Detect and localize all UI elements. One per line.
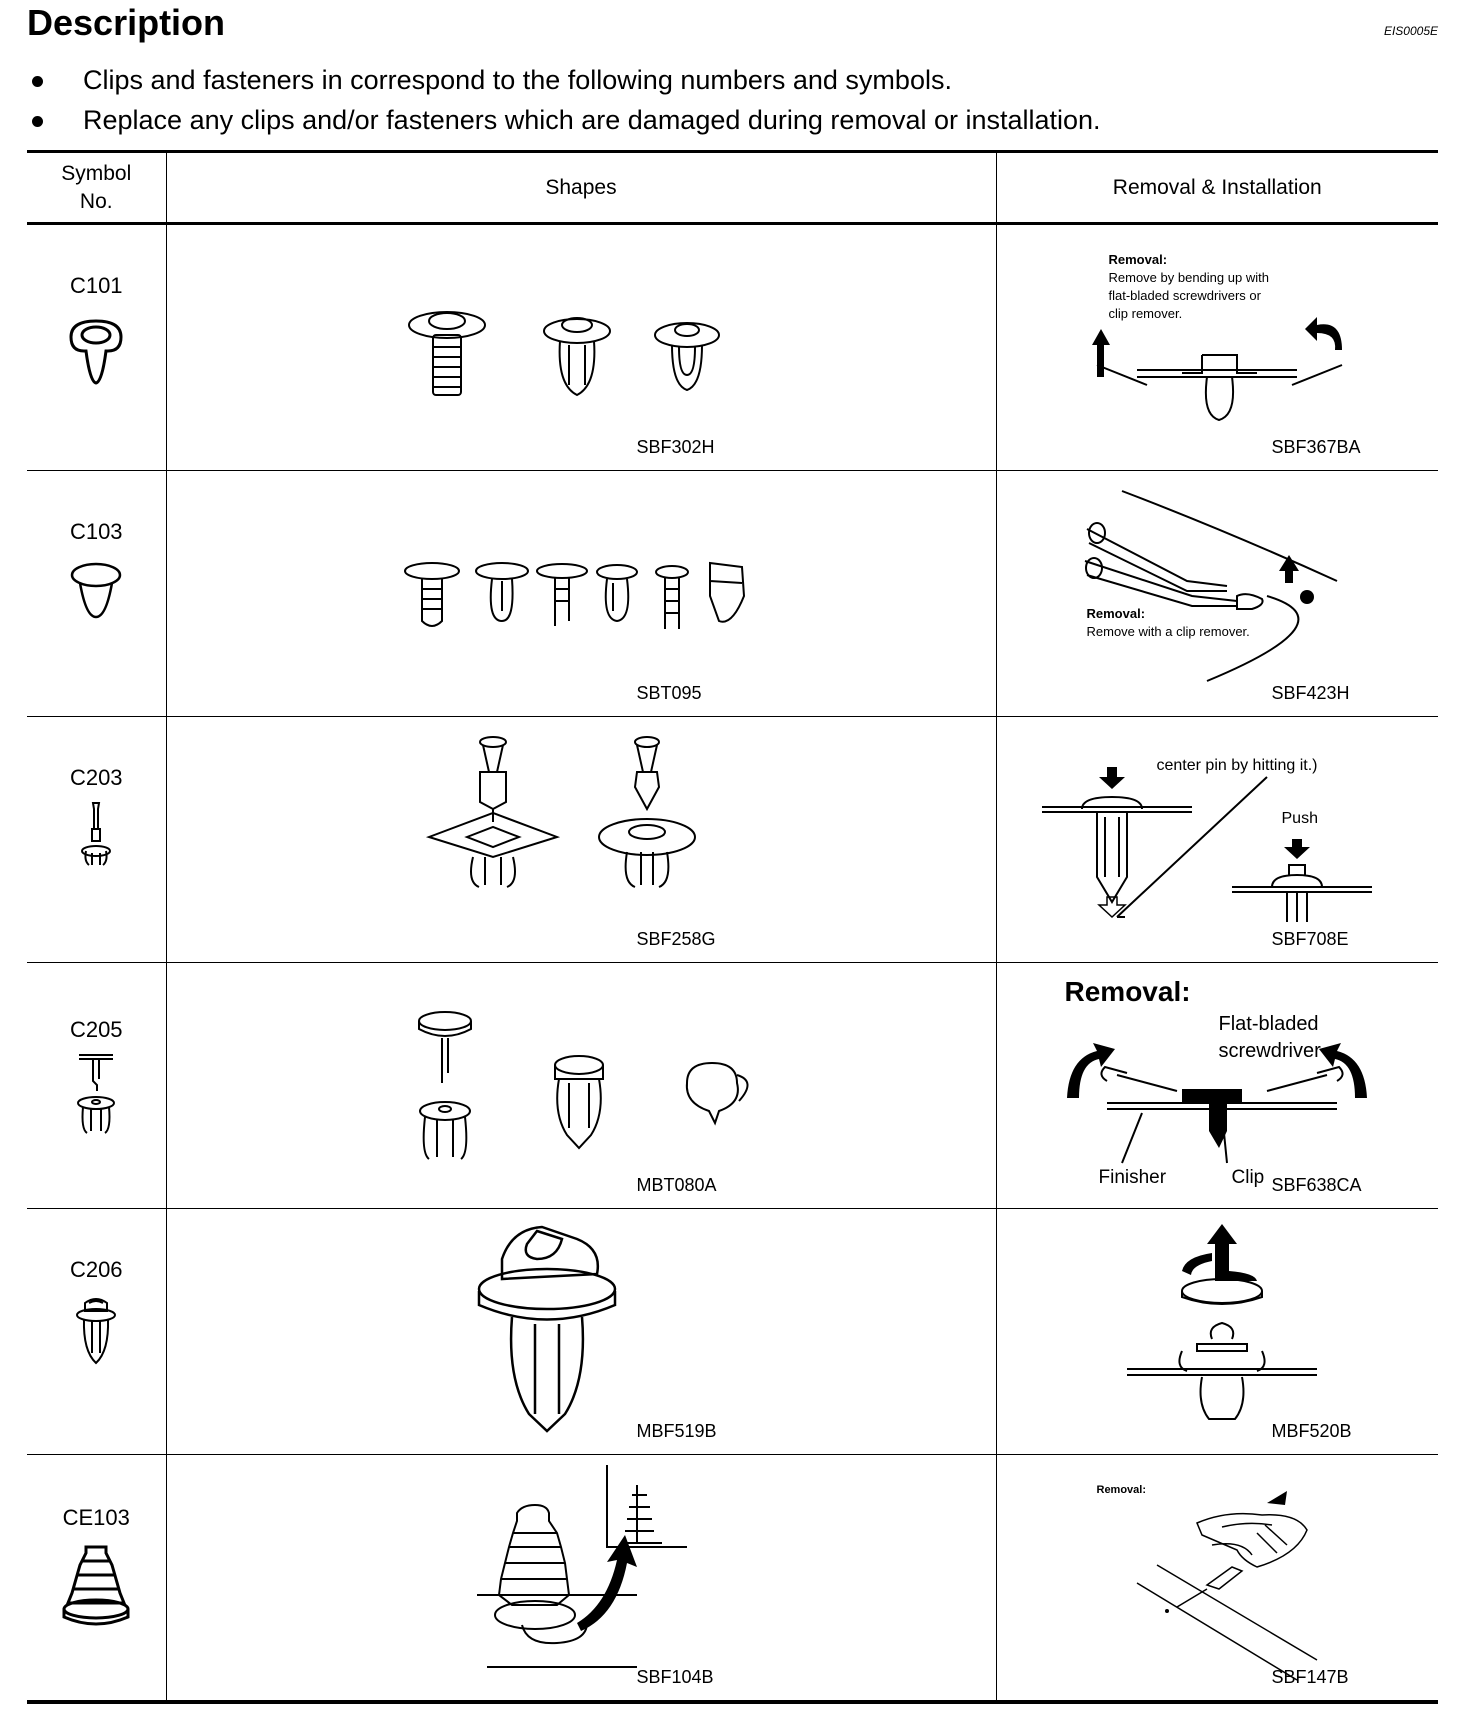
figure-code: MBT080A [636,1175,717,1195]
figure-code: MBF520B [1271,1421,1352,1441]
removal-cell [996,1455,1438,1703]
table-row [27,471,1438,717]
figure-code: SBF638CA [1271,1175,1362,1195]
removal-diagram-figure [997,225,1439,470]
clip-c205-icon [71,1051,121,1141]
figure-code: SBF367BA [1271,437,1361,457]
figure-code: SBF147B [1271,1667,1349,1687]
symbol-cell [27,224,166,471]
removal-note-head: Removal: [1064,976,1191,1007]
symbol-number: C101 [69,273,123,298]
figure-code: SBF423H [1271,683,1350,703]
figure-code: SBF708E [1271,929,1349,949]
figure-code: SBF302H [636,437,715,457]
removal-note-head: Removal: [1086,606,1146,621]
removal-diagram-figure [997,1455,1439,1700]
removal-note-head: Removal: [1096,1484,1147,1496]
column-header-shapes: Shapes [166,152,996,224]
symbol-cell [27,1209,166,1455]
instruction-item: Replace any clips and/or fasteners which are damaged during removal or installation. [27,100,1101,140]
removal-diagram-figure [997,471,1439,716]
symbol-number: C203 [69,765,123,790]
table-row [27,1209,1438,1455]
removal-note-text: Remove by bending up with flat-bladed screwdrivers or clip remover. [1108,270,1269,321]
removal-diagram-figure [997,1209,1439,1454]
clip-label: Clip [1231,1167,1265,1188]
table-row [27,1455,1438,1703]
removal-cell [996,717,1438,963]
shapes-cell [166,963,996,1209]
document-code: EIS0005E [1383,24,1438,38]
push-label: Push [1281,810,1318,827]
removal-note: center pin by hitting it.) [1156,757,1318,774]
symbol-cell [27,1455,166,1703]
shapes-cell [166,1209,996,1455]
symbol-cell [27,471,166,717]
clip-c206-icon [71,1291,121,1371]
column-header-symbol: Symbol No. [27,152,166,224]
removal-note-text: Remove with a clip remover. [1086,624,1250,639]
removal-diagram-figure [997,963,1439,1208]
clip-c203-icon [76,799,116,869]
table-header-row [27,152,1438,224]
clip-shapes-figure [167,1455,997,1700]
symbol-cell [27,717,166,963]
symbol-cell [27,963,166,1209]
clip-shapes-figure [167,225,997,470]
clip-shapes-figure [167,1209,997,1454]
symbol-number: CE103 [62,1505,130,1530]
removal-cell [996,963,1438,1209]
finisher-label: Finisher [1098,1167,1167,1188]
page-title: Description [27,2,226,43]
figure-code: SBF104B [636,1667,714,1687]
removal-diagram-figure [997,717,1439,962]
figure-code: SBT095 [636,683,702,703]
removal-cell [996,1209,1438,1455]
symbol-number: C103 [69,519,123,544]
shapes-cell [166,1455,996,1703]
instruction-list [27,60,1101,140]
clip-c101-icon [56,307,136,387]
table-row [27,717,1438,963]
symbol-number: C206 [69,1257,123,1282]
removal-note-head: Removal: [1108,252,1168,267]
table-row [27,963,1438,1209]
shapes-cell [166,224,996,471]
figure-code: MBF519B [636,1421,717,1441]
shapes-cell [166,717,996,963]
clip-table [27,150,1438,1704]
instruction-item: Clips and fasteners in correspond to the following numbers and symbols. [27,60,1101,100]
removal-cell [996,471,1438,717]
removal-cell [996,224,1438,471]
removal-note [1087,605,1250,641]
shapes-cell [166,471,996,717]
table-row [27,224,1438,471]
symbol-number: C205 [69,1017,123,1042]
clip-shapes-figure [167,963,997,1208]
clip-c103-icon [66,553,126,623]
clip-shapes-figure [167,717,997,962]
clip-shapes-figure [167,471,997,716]
clip-ce103-icon [56,1539,136,1629]
column-header-removal: Removal & Installation [996,152,1438,224]
figure-code: SBF258G [636,929,716,949]
tool-label: Flat-bladed screwdriver [1218,1013,1321,1062]
